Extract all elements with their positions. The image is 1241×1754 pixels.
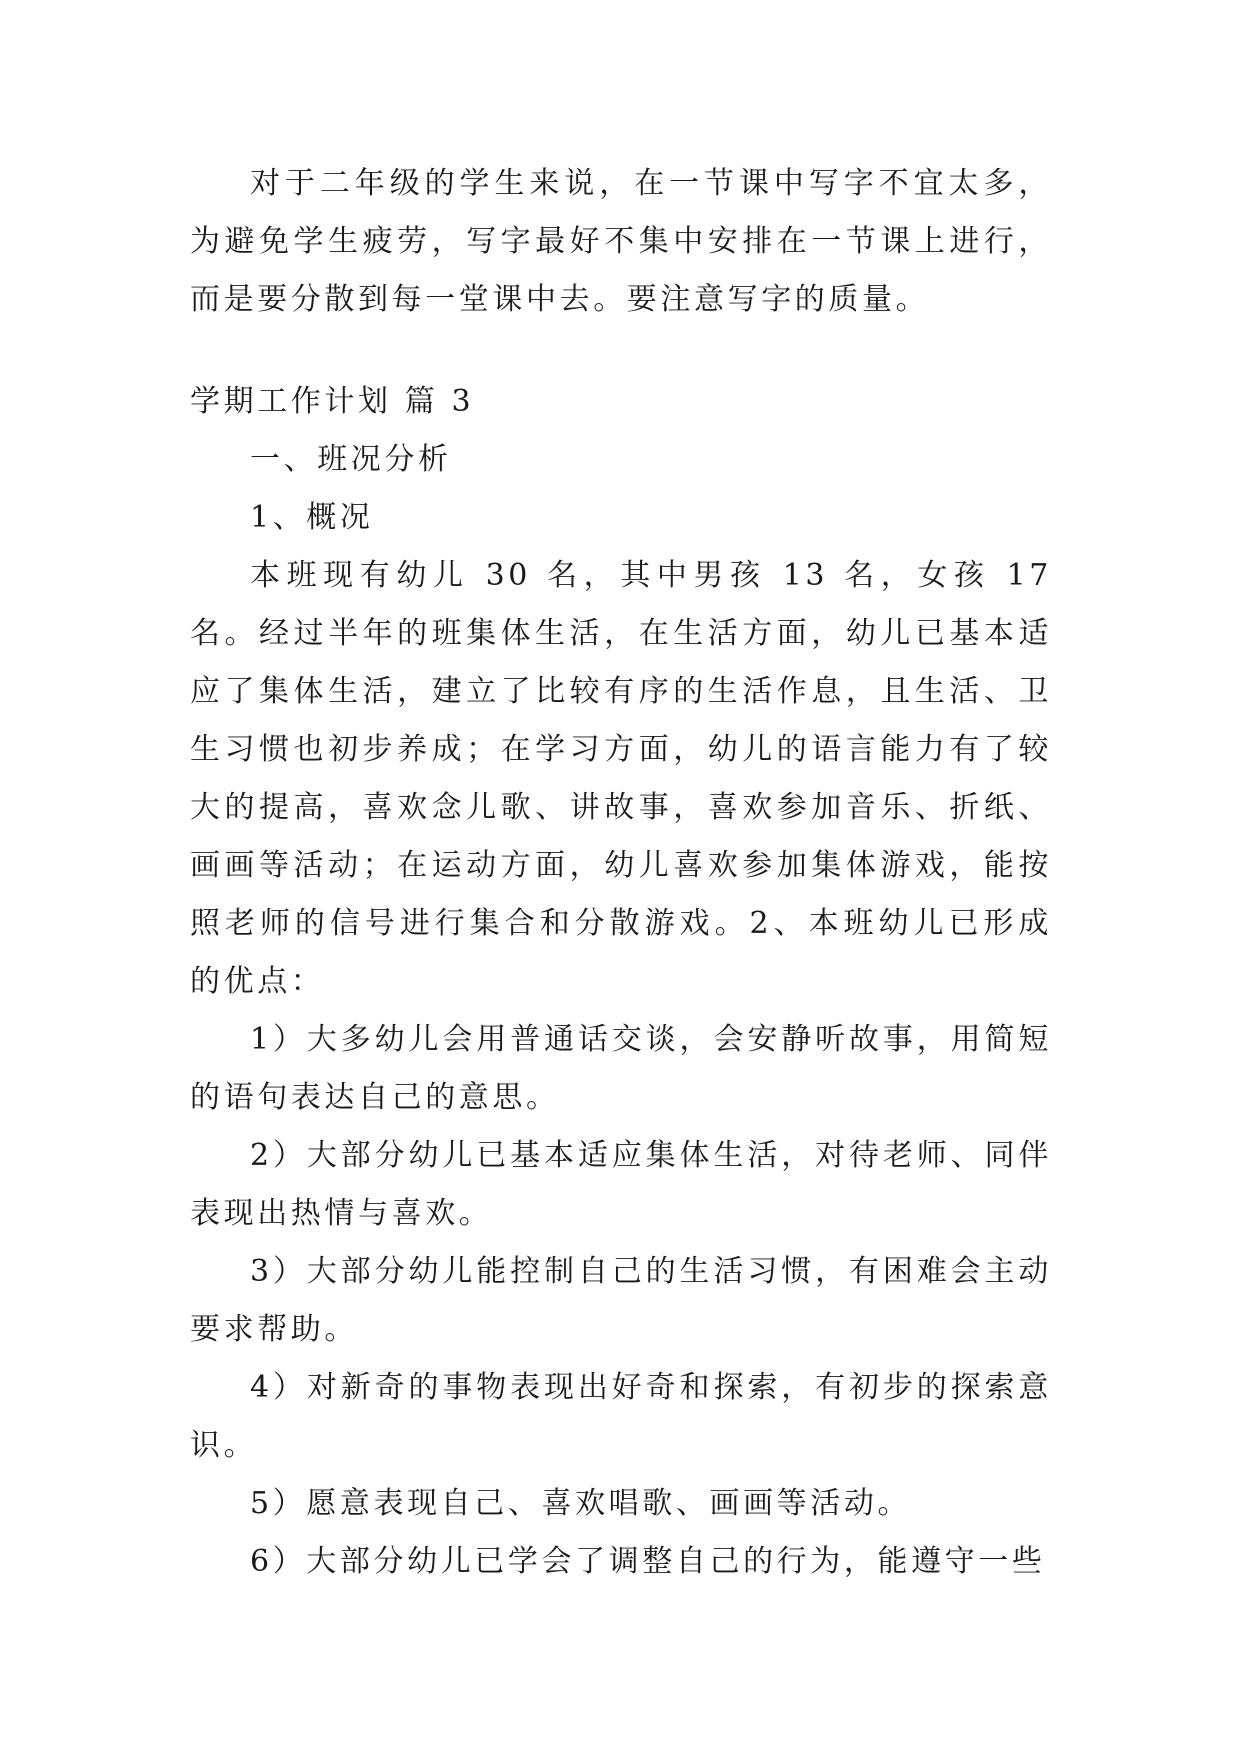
point-item: 4）对新奇的事物表现出好奇和探索，有初步的探索意识。: [190, 1370, 1052, 1463]
point-item: 2）大部分幼儿已基本适应集体生活，对待老师、同伴表现出热情与喜欢。: [190, 1138, 1052, 1231]
document-body: [190, 155, 1052, 1591]
point-item: 1）大多幼儿会用普通话交谈，会安静听故事，用简短的语句表达自己的意思。: [190, 1022, 1052, 1115]
point-item: 5）愿意表现自己、喜欢唱歌、画画等活动。: [250, 1486, 912, 1521]
point-item: 3）大部分幼儿能控制自己的生活习惯，有困难会主动要求帮助。: [190, 1254, 1052, 1347]
section-title: 学期工作计划 篇 3: [190, 384, 475, 419]
intro-paragraph: 对于二年级的学生来说，在一节课中写字不宜太多，为避免学生疲劳，写字最好不集中安排在一节课上进行，而是要分散到每一堂课中去。要注意写字的质量。: [190, 166, 1052, 317]
section-gap: [190, 329, 1052, 373]
overview-paragraph: 本班现有幼儿 30 名，其中男孩 13 名，女孩 17 名。经过半年的班集体生活，在生活方面，幼儿已基本适应了集体生活，建立了比较有序的生活作息，且生活、卫生习惯也初步养成；在学习方面，幼儿的语言能力有了较大的提高，喜欢念儿歌、讲故事，喜欢参加音乐、折纸、画画等活动；在运动方面，幼儿喜欢参加集体游戏，能按照老师的信号进行集合和分散游戏。2、本班幼儿已形成的优点：: [190, 558, 1052, 999]
point-item: 6）大部分幼儿已学会了调整自己的行为，能遵守一些: [250, 1544, 1046, 1579]
subsection-title: 一、班况分析: [250, 442, 452, 477]
item-title: 1、概况: [250, 500, 374, 535]
